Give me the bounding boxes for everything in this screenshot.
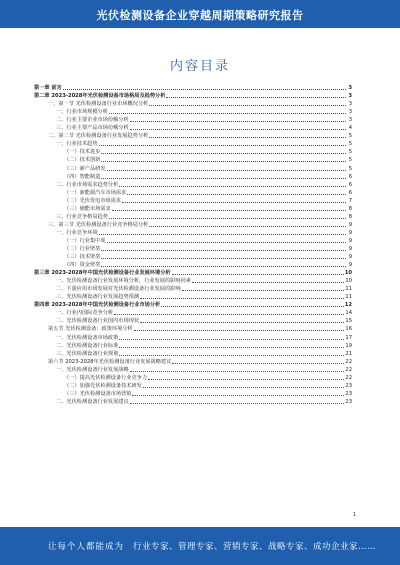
toc-entry-page: 6 <box>348 173 352 180</box>
report-title: 光伏检测设备企业穿越周期策略研究报告 <box>96 9 304 22</box>
toc-leader-dots <box>161 306 344 307</box>
toc-entry-text: （二）技术创新 <box>64 157 101 164</box>
toc-entry-page: 23 <box>345 382 352 389</box>
toc-entry-text: 一、第一节 光伏检测设备行业市场概况分析 <box>48 101 149 108</box>
toc-entry-page: 3 <box>348 117 352 124</box>
toc-entry-text: 一、行业内国际竞争分析 <box>56 310 114 317</box>
toc-leader-dots <box>127 194 346 195</box>
toc-entry-page: 3 <box>348 85 352 92</box>
toc-entry[interactable] <box>34 285 352 293</box>
toc-entry-text: 一、光伏检测设备行业发展环境分析，行业发展的影响因素 <box>56 278 191 285</box>
toc-entry-text: 二、光伏检测设备行业国内市场现状 <box>56 318 140 325</box>
toc-entry-text: 二、行业主要企业市场份额分析 <box>56 117 129 124</box>
toc-entry[interactable] <box>34 221 352 229</box>
toc-entry-text: （四）智能制造 <box>64 173 101 180</box>
toc-entry-text: （一）新能源汽车市场需求 <box>64 189 127 196</box>
toc-entry[interactable] <box>34 100 352 108</box>
toc-entry-text: （四）资金壁垒 <box>64 262 101 269</box>
toc-leader-dots <box>130 403 345 404</box>
toc-leader-dots <box>140 322 344 323</box>
toc-entry-page: 9 <box>348 245 352 252</box>
toc-entry-text: 一、行业技术趋势 <box>56 141 98 148</box>
toc-entry-page: 16 <box>345 326 352 333</box>
toc-leader-dots <box>134 330 345 331</box>
toc-entry-page: 11 <box>345 294 352 301</box>
toc-entry-page: 6 <box>348 189 352 196</box>
toc-entry[interactable] <box>34 277 352 285</box>
toc-entry-text: （一）提高光伏检测设备行业竞争力 <box>64 374 148 381</box>
toc-leader-dots <box>192 282 345 283</box>
toc-entry-text: 三、光伏检测设备行业发展趋势预测 <box>56 294 140 301</box>
toc-entry-text: （二）加强光伏检测设备技术研发 <box>64 382 142 389</box>
toc-entry[interactable] <box>34 116 352 124</box>
toc-entry-text: （三）光伏检测设备市场营销 <box>64 390 132 397</box>
toc-entry[interactable] <box>34 84 352 92</box>
toc-entry-text: 第六节 2023-2028年光伏检测设备行业发展战略建议 <box>48 358 172 365</box>
toc-entry-text: 二、光伏检测设备行业发展建议 <box>56 398 129 405</box>
toc-leader-dots <box>140 298 344 299</box>
toc-entry-page: 5 <box>348 165 352 172</box>
toc-entry-text: 三、行业竞争格局趋势 <box>56 213 108 220</box>
toc-entry[interactable] <box>34 156 352 164</box>
toc-entry-page: 22 <box>345 358 352 365</box>
toc-leader-dots <box>119 186 346 187</box>
toc-leader-dots <box>149 105 346 106</box>
toc-entry-page: 22 <box>345 374 352 381</box>
toc-entry-text: （一）技术进步 <box>64 149 101 156</box>
toc-leader-dots <box>101 258 346 259</box>
toc-entry[interactable] <box>34 261 352 269</box>
toc-entry-page: 3 <box>348 101 352 108</box>
toc-entry-text: 第一章 前言 <box>34 85 62 92</box>
toc-entry-text: （一）行业集中度 <box>64 237 106 244</box>
toc-entry-page: 9 <box>348 254 352 261</box>
toc-entry-page: 23 <box>345 390 352 397</box>
toc-leader-dots <box>101 266 346 267</box>
toc-entry-page: 5 <box>348 157 352 164</box>
toc-entry[interactable] <box>34 358 352 366</box>
toc-entry-text: 三、行业主要产品市场份额分析 <box>56 125 129 132</box>
footer-slogan-left: 让每个人都能成为 <box>48 542 125 552</box>
toc-leader-dots <box>63 89 346 90</box>
toc-entry-page: 8 <box>348 205 352 212</box>
toc-leader-dots <box>109 113 346 114</box>
toc-entry[interactable] <box>34 374 352 382</box>
toc-entry-page: 5 <box>348 149 352 156</box>
toc-entry-text: 二、下游应用市场发展对光伏检测设备行业发展的影响 <box>56 286 181 293</box>
toc-entry[interactable] <box>34 269 352 277</box>
page-footer <box>0 527 400 565</box>
toc-entry-text: （二）光伏发电市场需求 <box>64 197 122 204</box>
toc-entry[interactable] <box>34 189 352 197</box>
toc-entry-text: 三、第三节 光伏检测设备行业竞争格局分析 <box>48 221 149 228</box>
toc-leader-dots <box>107 242 346 243</box>
toc-entry[interactable] <box>34 229 352 237</box>
toc-entry[interactable] <box>34 293 352 301</box>
toc-leader-dots <box>112 210 346 211</box>
toc-entry-text: （三）新产品研发 <box>64 165 106 172</box>
table-of-contents <box>34 84 352 406</box>
toc-entry[interactable] <box>34 148 352 156</box>
toc-entry-page: 7 <box>348 197 352 204</box>
toc-leader-dots <box>172 274 344 275</box>
toc-leader-dots <box>132 395 344 396</box>
toc-entry-page: 8 <box>348 213 352 220</box>
toc-entry-text: 第二章 2023-2028年光伏检测设备市场格局及趋势分析 <box>34 93 166 100</box>
toc-entry[interactable] <box>34 173 352 181</box>
toc-leader-dots <box>149 226 346 227</box>
toc-entry-page: 3 <box>348 93 352 100</box>
toc-entry-page: 5 <box>348 141 352 148</box>
toc-entry[interactable] <box>34 237 352 245</box>
toc-entry[interactable] <box>34 245 352 253</box>
toc-entry[interactable] <box>34 124 352 132</box>
toc-leader-dots <box>166 97 346 98</box>
toc-entry[interactable] <box>34 301 352 309</box>
toc-entry-page: 12 <box>344 302 352 309</box>
toc-entry[interactable] <box>34 92 352 100</box>
toc-leader-dots <box>148 379 344 380</box>
toc-entry[interactable] <box>34 213 352 221</box>
toc-entry[interactable] <box>34 181 352 189</box>
toc-entry-text: 二、第二节 光伏检测设备行业发展趋势分析 <box>48 133 149 140</box>
toc-leader-dots <box>172 363 344 364</box>
toc-entry-text: 一、光伏检测设备市场政策 <box>56 334 119 341</box>
toc-entry-text: 一、行业市场规模分析 <box>56 109 108 116</box>
toc-entry[interactable] <box>34 390 352 398</box>
toc-entry-page: 10 <box>345 278 352 285</box>
toc-leader-dots <box>101 153 346 154</box>
toc-entry-page: 15 <box>345 318 352 325</box>
toc-entry-page: 3 <box>348 109 352 116</box>
toc-leader-dots <box>101 178 346 179</box>
toc-entry[interactable] <box>34 197 352 205</box>
toc-entry[interactable] <box>34 205 352 213</box>
toc-entry-page: 22 <box>345 366 352 373</box>
toc-entry[interactable] <box>34 382 352 390</box>
toc-entry-page: 9 <box>348 229 352 236</box>
toc-entry-page: 14 <box>345 310 352 317</box>
toc-leader-dots <box>119 347 344 348</box>
toc-leader-dots <box>122 202 346 203</box>
toc-leader-dots <box>130 371 345 372</box>
toc-leader-dots <box>149 137 346 138</box>
toc-leader-dots <box>114 314 344 315</box>
toc-entry-page: 10 <box>344 270 352 277</box>
toc-entry-page: 9 <box>348 237 352 244</box>
toc-entry-page: 9 <box>348 221 352 228</box>
footer-slogan-right: 行业专家、管理专家、营销专家、战略专家、成功企业家…… <box>133 542 377 552</box>
toc-entry-page: 11 <box>345 286 352 293</box>
toc-leader-dots <box>99 145 346 146</box>
toc-entry-page: 17 <box>345 334 352 341</box>
toc-entry-page: 5 <box>348 133 352 140</box>
toc-leader-dots <box>119 355 344 356</box>
toc-entry-text: 第三章 2023-2028年中国光伏检测设备行业发展环境分析 <box>34 270 171 277</box>
page-header <box>0 0 400 28</box>
toc-entry-page: 21 <box>345 350 352 357</box>
toc-entry-text: 一、光伏检测设备行业发展战略 <box>56 366 129 373</box>
toc-leader-dots <box>130 121 346 122</box>
toc-leader-dots <box>101 161 346 162</box>
toc-entry[interactable] <box>34 317 352 325</box>
toc-leader-dots <box>182 290 345 291</box>
toc-entry[interactable] <box>34 253 352 261</box>
toc-entry-text: 二、行业市场需求趋势分析 <box>56 181 119 188</box>
toc-entry-text: 一、行业竞争环境 <box>56 229 98 236</box>
toc-entry-text: 第五节 光伏检测设备：政策环境分析 <box>48 326 133 333</box>
toc-entry[interactable] <box>34 350 352 358</box>
toc-heading: 内容目录 <box>169 59 230 74</box>
toc-entry[interactable] <box>34 325 352 333</box>
toc-entry[interactable] <box>34 366 352 374</box>
toc-entry[interactable] <box>34 140 352 148</box>
toc-entry-page: 23 <box>345 398 352 405</box>
toc-entry[interactable] <box>34 398 352 406</box>
toc-entry-text: 三、光伏检测设备行业规划 <box>56 350 119 357</box>
toc-entry-page: 4 <box>348 125 352 132</box>
toc-entry[interactable] <box>34 333 352 341</box>
toc-leader-dots <box>107 170 346 171</box>
toc-entry[interactable] <box>34 132 352 140</box>
toc-leader-dots <box>101 250 346 251</box>
toc-entry[interactable] <box>34 342 352 350</box>
toc-leader-dots <box>143 387 345 388</box>
page-number: 1 <box>352 512 356 518</box>
toc-entry-text: （二）行业壁垒 <box>64 245 101 252</box>
toc-entry[interactable] <box>34 108 352 116</box>
toc-entry-page: 6 <box>348 181 352 188</box>
toc-entry[interactable] <box>34 164 352 172</box>
toc-leader-dots <box>99 234 346 235</box>
toc-leader-dots <box>109 218 346 219</box>
toc-entry-text: 二、光伏检测设备行业标准 <box>56 342 119 349</box>
toc-entry-page: 19 <box>345 342 352 349</box>
toc-entry-text: （三）储能市场需求 <box>64 205 111 212</box>
toc-leader-dots <box>119 339 344 340</box>
toc-leader-dots <box>130 129 346 130</box>
toc-entry-text: （三）技术壁垒 <box>64 254 101 261</box>
toc-entry-text: 第四章 2023-2028年中国光伏检测设备行业市场分析 <box>34 302 161 309</box>
toc-entry[interactable] <box>34 309 352 317</box>
toc-entry-page: 9 <box>348 262 352 269</box>
